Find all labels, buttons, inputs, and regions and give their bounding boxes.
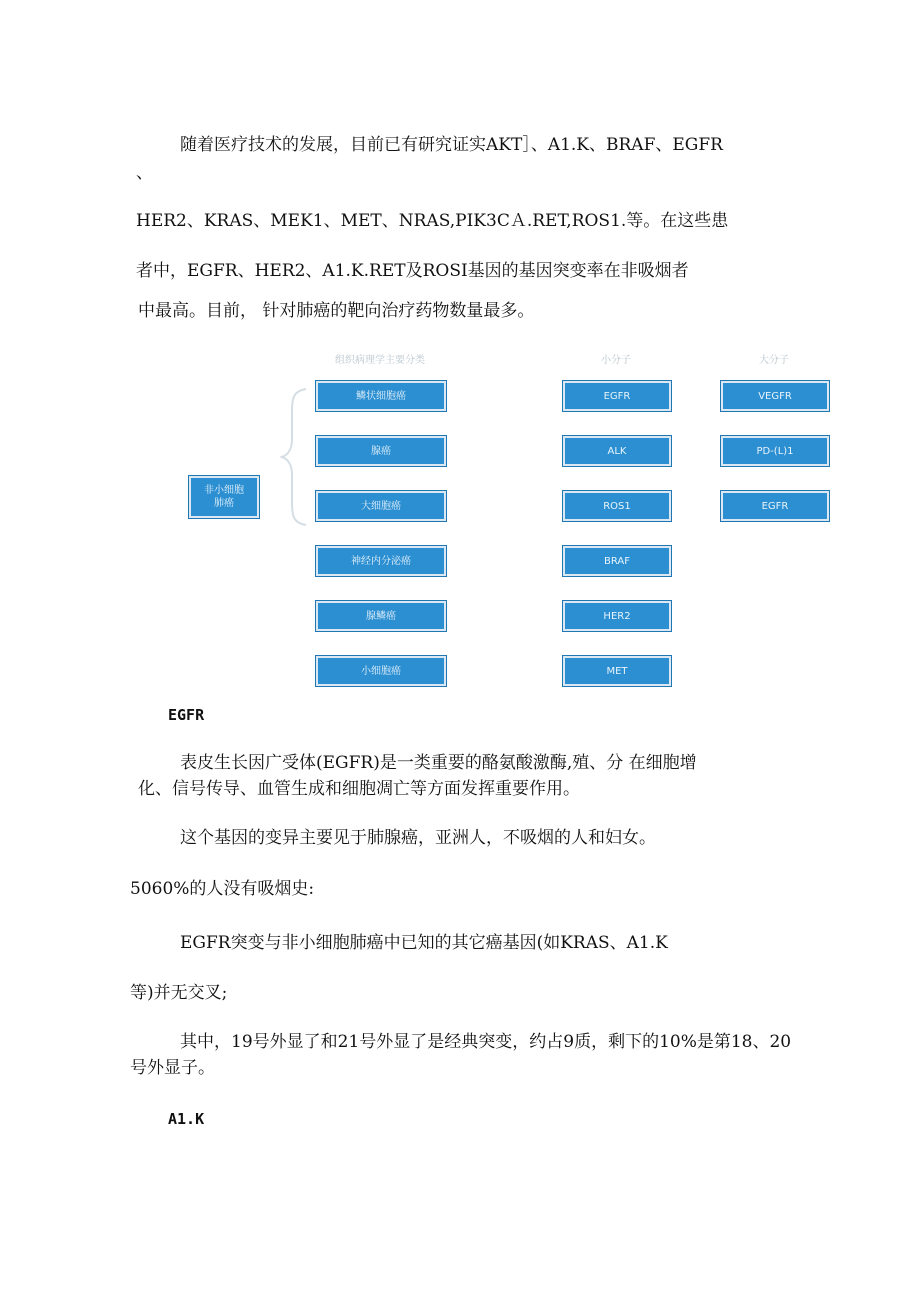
intro-line-2: HER2、KRAS、MEK1、MET、NRAS,PIK3CＡ.RET,ROS1.等。在这些患 xyxy=(136,211,729,231)
small-molecule-label-6: MET xyxy=(606,665,628,677)
histology-box-2 xyxy=(315,435,447,467)
large-molecule-box-3 xyxy=(720,490,830,522)
intro-line-1b: 、 xyxy=(136,163,153,183)
root-box-nsclc xyxy=(188,475,260,519)
histology-column-title: 组织病理学主要分类 xyxy=(335,355,425,366)
histology-box-3 xyxy=(315,490,447,522)
small-molecule-box-4 xyxy=(562,545,672,577)
egfr-p3: 5060%的人没有吸烟史: xyxy=(130,879,315,899)
egfr-p5-line-1: 其中，19号外显了和21号外显了是经典突变，约占9质，剩下的10%是第18、20 xyxy=(180,1032,792,1052)
small-molecule-label-4: BRAF xyxy=(604,555,630,567)
small-molecule-box-1 xyxy=(562,380,672,412)
egfr-p1-line-1: 表皮生长因广受体(EGFR)是一类重要的酪氨酸激酶,殖、分 在细胞增 xyxy=(180,753,697,773)
large-molecule-label-3: EGFR xyxy=(761,500,789,512)
large-molecule-box-2 xyxy=(720,435,830,467)
small-molecule-box-2 xyxy=(562,435,672,467)
egfr-p1-line-2: 化、信号传导、血管生成和细胞凋亡等方面发挥重要作用。 xyxy=(138,779,580,799)
egfr-p4-line-1: EGFR突变与非小细胞肺癌中已知的其它癌基因(如KRAS、A1.K xyxy=(180,933,668,953)
histology-label-5: 腺鳞癌 xyxy=(366,610,396,622)
histology-box-6 xyxy=(315,655,447,687)
histology-label-6: 小细胞癌 xyxy=(361,665,401,677)
alk-heading: A1.K xyxy=(168,1110,205,1128)
histology-box-4 xyxy=(315,545,447,577)
intro-line-1: 随着医疗技术的发展，目前已有研究证实AKT］、A1.K、BRAF、EGFR xyxy=(180,135,723,155)
lung-cancer-classification-diagram xyxy=(180,345,840,695)
large-molecule-column-title: 大分子 xyxy=(759,355,789,366)
small-molecule-label-3: ROS1 xyxy=(603,500,631,512)
large-molecule-label-1: VEGFR xyxy=(758,390,792,402)
egfr-p2: 这个基因的变异主要见于肺腺癌，亚洲人，不吸烟的人和妇女。 xyxy=(180,828,656,848)
small-molecule-label-2: ALK xyxy=(607,445,627,457)
intro-line-3: 者中，EGFR、HER2、A1.K.RET及ROSI基因的基因突变率在非吸烟者 xyxy=(136,261,689,281)
small-molecule-label-1: EGFR xyxy=(603,390,631,402)
small-molecule-box-6 xyxy=(562,655,672,687)
egfr-p4-line-2: 等)并无交叉; xyxy=(130,983,228,1003)
small-molecule-box-3 xyxy=(562,490,672,522)
large-molecule-label-2: PD-(L)1 xyxy=(756,445,794,457)
large-molecule-box-1 xyxy=(720,380,830,412)
root-box-label: 非小细胞肺癌 xyxy=(204,485,244,509)
egfr-heading: EGFR xyxy=(168,706,205,724)
histology-box-5 xyxy=(315,600,447,632)
small-molecule-label-5: HER2 xyxy=(603,610,631,622)
histology-label-4: 神经内分泌癌 xyxy=(351,555,411,567)
small-molecule-column-title: 小分子 xyxy=(601,355,631,366)
histology-label-3: 大细胞癌 xyxy=(361,500,401,512)
egfr-p5-line-2: 号外显子。 xyxy=(130,1058,215,1078)
small-molecule-box-5 xyxy=(562,600,672,632)
histology-box-1 xyxy=(315,380,447,412)
grouping-brace xyxy=(280,387,310,527)
intro-line-4: 中最高。目前， 针对肺癌的靶向治疗药物数量最多。 xyxy=(138,301,535,321)
histology-label-2: 腺癌 xyxy=(371,445,391,457)
histology-label-1: 鳞状细胞癌 xyxy=(356,390,406,402)
